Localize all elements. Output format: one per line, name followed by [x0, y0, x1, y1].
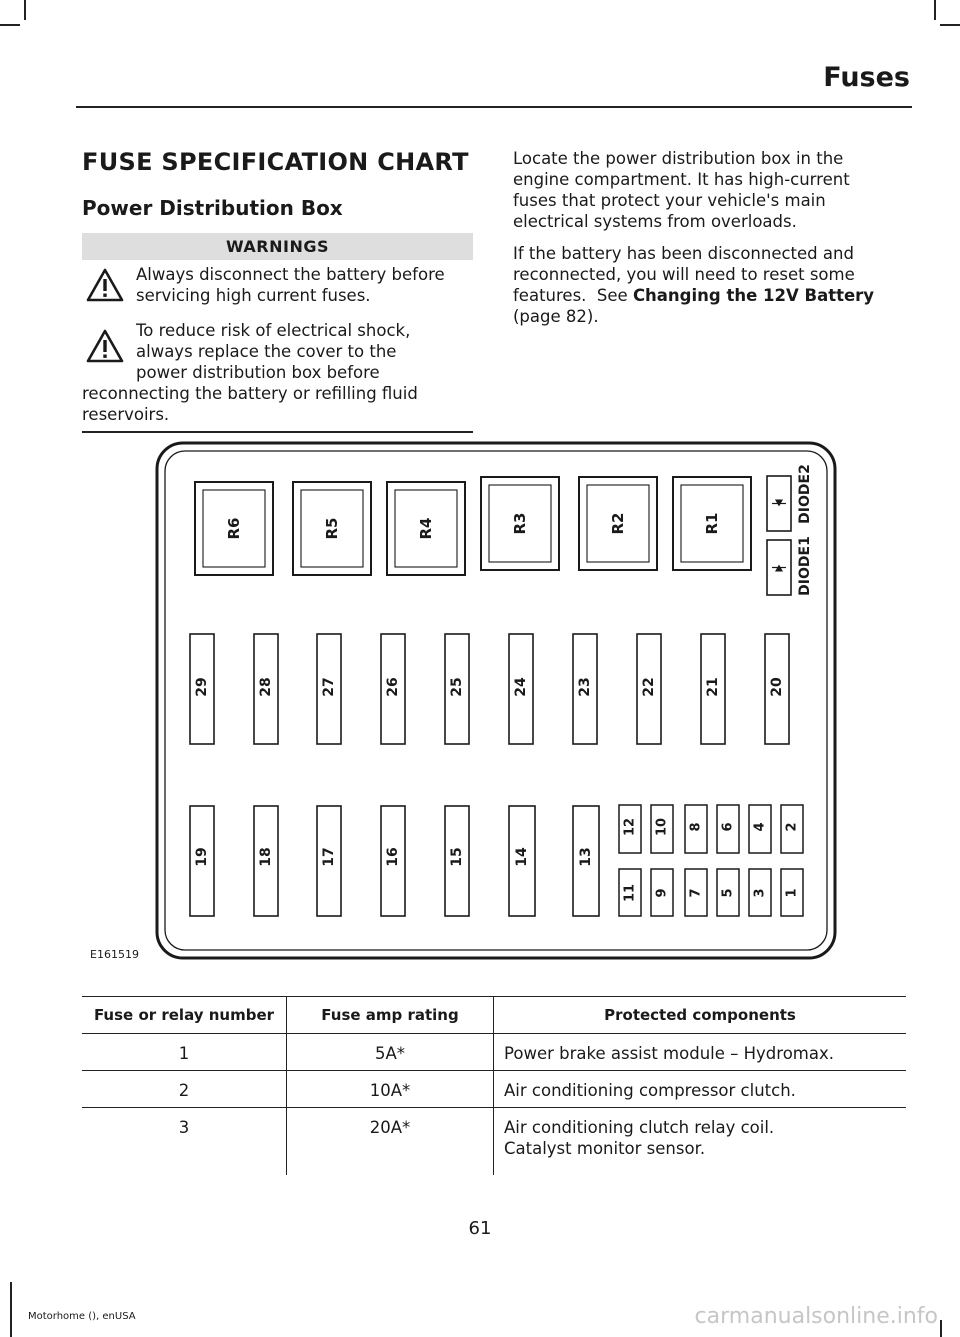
fuse-label: 26	[385, 677, 401, 697]
warning-2-line: reservoirs.	[82, 405, 170, 424]
component-line: Air conditioning clutch relay coil.	[504, 1118, 775, 1137]
crop-mark	[940, 1320, 942, 1337]
warning-triangle-icon	[86, 329, 124, 363]
fuse-number: 2	[82, 1071, 287, 1108]
warning-2-line: power distribution box before	[136, 363, 380, 382]
warning-2-line: reconnecting the battery or refilling fluid	[82, 384, 418, 403]
relay-label: R5	[323, 517, 341, 540]
header-section-title: Fuses	[823, 62, 910, 93]
col-header-components: Protected components	[494, 997, 907, 1034]
component-line: Power brake assist module – Hydromax.	[504, 1044, 834, 1063]
fuse-box-diagram	[140, 440, 840, 965]
warning-text-2b	[82, 383, 418, 425]
intro-line: fuses that protect your vehicle's main	[513, 191, 826, 210]
warning-1-line: servicing high current fuses.	[136, 286, 371, 305]
subsection-title: Power Distribution Box	[82, 196, 343, 220]
component-line: Catalyst monitor sensor.	[504, 1139, 706, 1158]
intro-paragraph	[513, 148, 850, 232]
fuse-label: 20	[769, 677, 785, 697]
fuse-label: 15	[449, 847, 465, 867]
fuse-number: 1	[82, 1034, 287, 1071]
warnings-end-rule	[82, 431, 473, 433]
figure-code: E161519	[90, 948, 139, 961]
fuse-label: 12	[622, 817, 638, 837]
col-header-number: Fuse or relay number	[82, 997, 287, 1034]
page-title: FUSE SPECIFICATION CHART	[82, 148, 469, 176]
fuse-label: 22	[641, 677, 657, 697]
fuse-components	[494, 1071, 907, 1108]
crop-mark	[934, 0, 936, 20]
warning-text-2a	[136, 320, 410, 383]
relay-label: R3	[511, 512, 529, 535]
warnings-banner	[82, 233, 473, 260]
fuse-label: 24	[513, 677, 529, 697]
fuse-label: 18	[258, 847, 274, 867]
table-header-row	[82, 997, 906, 1034]
warning-triangle-icon	[86, 268, 124, 302]
see-prefix: features. See	[513, 286, 633, 305]
intro-line: Locate the power distribution box in the	[513, 149, 844, 168]
fuse-label: 14	[514, 847, 530, 867]
fuse-spec-table	[82, 996, 906, 1175]
table-row	[82, 1034, 906, 1071]
intro-line: electrical systems from overloads.	[513, 212, 797, 231]
fuse-label: 13	[578, 847, 594, 867]
fuse-amp: 10A*	[287, 1071, 494, 1108]
crop-mark	[940, 24, 960, 26]
diode-label: DIODE1	[797, 536, 813, 596]
fuse-label: 5	[720, 888, 736, 898]
header-divider	[76, 106, 912, 108]
fuse-label: 11	[622, 883, 638, 903]
fuse-label: 17	[321, 847, 337, 867]
changing-battery-link[interactable]: Changing the 12V Battery	[632, 286, 875, 305]
crop-mark	[24, 0, 26, 20]
fuse-label: 10	[654, 817, 670, 837]
fuse-label: 7	[688, 888, 704, 898]
relay-label: R6	[225, 517, 243, 540]
crop-mark	[10, 1282, 12, 1337]
warning-2-line: always replace the cover to the	[136, 342, 397, 361]
relay-label: R1	[703, 512, 721, 535]
table-row	[82, 1071, 906, 1108]
fuse-label: 25	[449, 677, 465, 697]
fuse-amp: 5A*	[287, 1034, 494, 1071]
warnings-label: WARNINGS	[225, 237, 330, 256]
battery-line: If the battery has been disconnected and	[513, 244, 854, 263]
fuse-label: 27	[321, 677, 337, 697]
fuse-components	[494, 1034, 907, 1071]
fuse-label: 23	[577, 677, 593, 697]
table-row	[82, 1108, 906, 1176]
intro-line: engine compartment. It has high-current	[513, 170, 850, 189]
relay-label: R2	[609, 512, 627, 535]
fuse-label: 6	[720, 822, 736, 832]
fuse-label: 3	[752, 888, 768, 898]
fuse-label: 9	[654, 888, 670, 898]
battery-line: reconnected, you will need to reset some	[513, 265, 855, 284]
fuse-label: 2	[784, 822, 800, 832]
battery-line-link	[513, 285, 874, 306]
fuse-number: 3	[82, 1108, 287, 1176]
warning-text-1	[136, 264, 445, 306]
warning-1-line: Always disconnect the battery before	[136, 265, 445, 284]
crop-mark	[0, 24, 20, 26]
fuse-label: 21	[705, 677, 721, 697]
fuse-label: 1	[784, 888, 800, 898]
fuse-amp: 20A*	[287, 1108, 494, 1176]
diode-label: DIODE2	[797, 464, 813, 524]
fuse-label: 8	[688, 822, 704, 832]
col-header-amp: Fuse amp rating	[287, 997, 494, 1034]
watermark: carmanualsonline.info	[694, 1304, 938, 1329]
warning-2-line: To reduce risk of electrical shock,	[136, 321, 411, 340]
fuse-label: 16	[385, 847, 401, 867]
fuse-components	[494, 1108, 907, 1176]
page-number: 61	[468, 1218, 492, 1239]
battery-paragraph	[513, 243, 874, 327]
fuse-label: 28	[258, 677, 274, 697]
page-reference: (page 82).	[513, 307, 599, 326]
fuse-label: 29	[194, 677, 210, 697]
document-footer: Motorhome (), enUSA	[28, 1311, 136, 1322]
fuse-label: 19	[194, 847, 210, 867]
fuse-label: 4	[752, 822, 768, 832]
relay-label: R4	[417, 517, 435, 540]
component-line: Air conditioning compressor clutch.	[504, 1081, 796, 1100]
